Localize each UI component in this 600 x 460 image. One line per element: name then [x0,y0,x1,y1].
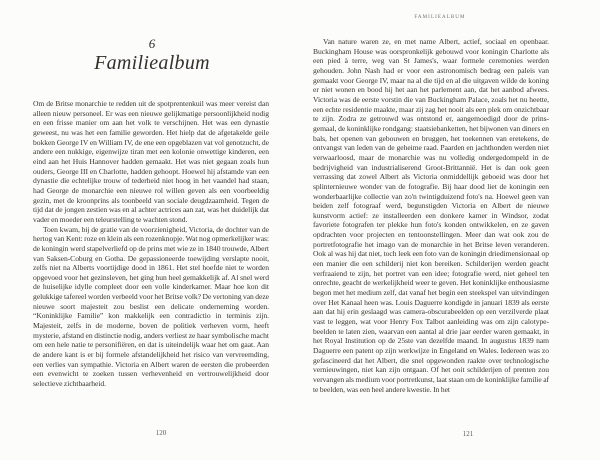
running-header: FAMILIEALBUM [414,15,466,20]
paragraph: Toen kwam, bij de gratie van de voorzienigheid, Victoria, de dochter van de hertog van Kent: roze en klein als een rozenknopje. Wat nog opmerkelijker was: de koningin werd stapelverliefd op de prins met wie ze in 1840 trouwde, Albert van Saksen-Coburg en Gotha. De gepassioneerde toewijding verslapte nooit, zelfs niet na Alberts voortijdige dood in 1861. Het stel hoefde niet te worden opgevoed voor het gezinsleven, het ging hun heel gemakkelijk af. Al snel werd de huiselijke idylle compleet door een volle kinderkamer. Maar hoe kon dit gelukkige tafereel worden verbeeld voor het Britse volk? De vertoning van deze nieuwe soort majesteit zou beslist een delicate onderneming worden. “Koninklijke Familie” kon makkelijk een contradictio in terminis zijn. Majesteit, zelfs in de moderne, boven de politiek verheven vorm, heeft mysterie, afstand en distinctie nodig, anders verliest ze haar symbolische macht om een hele natie te personifiëren, en dat is uiteindelijk waar het om gaat. Aan de andere kant is er bij formele afstandelijkheid het risico van vervreemding, een verlies van sympathie. Victoria en Albert waren de eersten die probeerden een evenwicht te zoeken tussen verhevenheid en vertrouwelijkheid door selectieve zichtbaarheid. [33,224,269,389]
chapter-number: 6 [148,36,156,51]
paragraph: Om de Britse monarchie te redden uit de spotprentenkuil was meer vereist dan alleen nieuw personeel. Er was een nieuwe gelijkmatige persoonlijkheid nodig en een frisse manier om aan het volk te verschijnen. Het was een dynastie geweest, nu was het een familie geworden. Het hielp dat de afgetakelde geile bokken George IV en William IV, de ene een opgeblazen vat vol genotzucht, de andere een nukkige, eigenwijze tiran met een kolonie onwettige kinderen, een eind aan het Huis Hannover hadden gemaakt. Het was niet gegaan zoals hun ouders, George III en Charlotte, hadden gehoopt. Hoewel hij afstamde van een dynastie die echtelijke trouw of tederheid niet hoog in het vaandel had staan, had George de monarchie een nieuwe rol willen geven als een voorbeeldig gezin, met de kroonprins als toonbeeld van sociale deugdzaamheid. Tegen de tijd dat de jongen zestien was en al achter actrices aan zat, was het duidelijk dat vader en moeder een teleurstelling te wachten stond. [33,99,269,224]
page-number-right: 121 [462,430,474,438]
paragraph: Van nature waren ze, en met name Albert, actief, sociaal en openbaar. Buckingham House was oorspronkelijk gebouwd voor koningin Charlotte als een pied à terre, weg van St James's, waar formele ceremonies werden gehouden. John Nash had er voor een astronomisch bedrag een paleis van gemaakt voor George IV, maar na al die tijd en al die uitgaven wilde de koning er niet wonen en bood hij het aan het parlement aan, dat het aanbod afwees. Victoria was de eerste vorstin die van Buckingham Palace, zoals het nu heette, een echte residentie maakte, maar zij zag het nooit als een plek om onzichtbaar te zijn. Zodra ze getrouwd was ontstond er, aangemoedigd door de prins-gemaal, de koninklijke rondgang: staatsiebanketten, het bijwonen van diners en bals, het openen van gebouwen en bruggen, het toekennen van eretekens, de ontvangst van leden van de geheime raad. Paarden en jachthonden werden niet verwaarloosd, maar de monarchie was nu volledig ondergedompeld in de bedrijvigheid van industrialiserend Groot-Brittannië. Het is dan ook geen verrassing dat zowel Albert als Victoria onmiddellijk geboeid was door het splinternieuwe wonder van de fotografie. Bij haar dood liet de koningin een wonderbaarlijke collectie van zo'n twintigduizend foto's na. Hoewel geen van beiden zelf fotograaf werd, begunstigden Victoria en Albert de nieuwe kunstvorm actief: ze installeerden een donkere kamer in Windsor, zodat favoriete fotografen ter plekke hun foto's konden ontwikkelen, en ze gaven opdrachten voor projecten en tentoonstellingen. Meer dan wat ook zou de portretfotografie het imago van de monarchie in het Britse leven veranderen. Ook al was hij dat niet, toch leek een foto van de koningin driedimensionaal op een manier die een schilderij niet kon bereiken. Schilderijen werden geacht verfraaiend te zijn, het portret van een idee; fotografie werd, niet geheel ten onrechte, geacht de werkelijkheid weer te geven. Het koninklijke enthousiasme begon met het medium zelf, dat vanaf het begin een steekspel van uitvindingen over Het Kanaal heen was. Louis Daguerre kondigde in januari 1839 als eerste aan dat hij erin geslaagd was camera-obscurabeelden op een verzilverde plaat vast te leggen, wat voor Henry Fox Talbot aanleiding was om zijn calotype-beelden te laten zien, waarvan een aantal al drie jaar eerder waren gemaakt, in het Royal Institution op de 25ste van dezelfde maand. In augustus 1839 nam Daguerre een patent op zijn werkwijze in Engeland en Wales. Iedereen was zo gefascineerd dat het Albert, die snel opgewonden raakte over technologische vernieuwingen, niet kan zijn ontgaan. Of het ooit schilderijen of prenten zou vervangen als medium voor portretkunst, laat staan om de koninklijke familie af te beelden, was een heel andere kwestie. In het [313,37,549,394]
page-body-left [33,99,269,389]
page-number-left: 120 [155,429,167,437]
page-body-right [313,37,549,394]
page-title: Familiealbum [94,52,210,74]
